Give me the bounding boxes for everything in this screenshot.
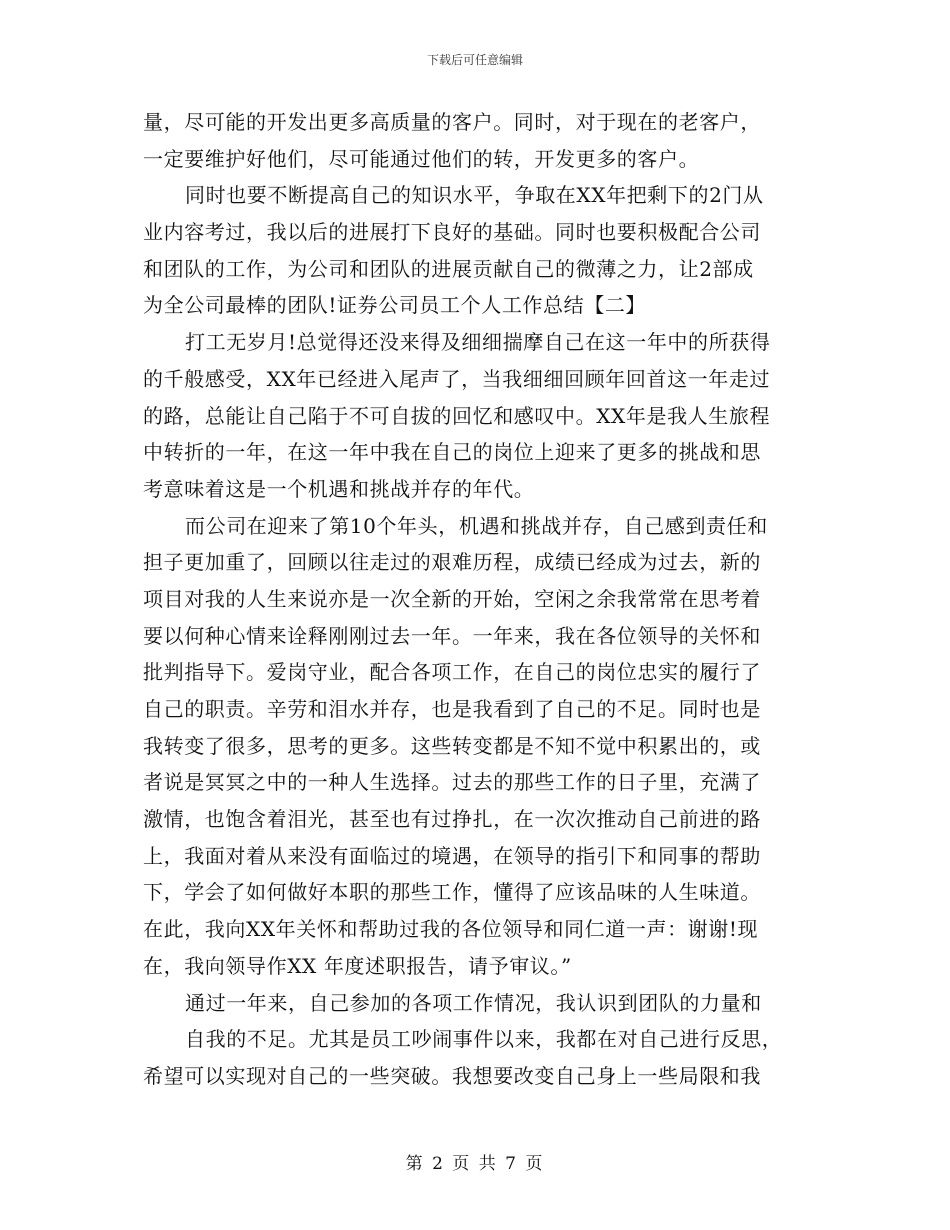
text-line: 者说是冥冥之中的一种人生选择。过去的那些工作的日子里，充满了 <box>143 770 761 795</box>
text-line: 在此，我向XX年关怀和帮助过我的各位领导和同仁道一声：谢谢!现 <box>143 917 759 942</box>
page-number: 第 2 页 共 7 页 <box>405 1154 545 1174</box>
text-line: 要以何种心情来诠释刚刚过去一年。一年来，我在各位领导的关怀和 <box>143 623 761 648</box>
page-header: 下载后可任意编辑 <box>426 53 523 67</box>
text-line: 下，学会了如何做好本职的那些工作，懂得了应该品味的人生味道。 <box>143 880 761 905</box>
text-line: 为全公司最棒的团队!证券公司员工个人工作总结【二】 <box>143 293 647 318</box>
text-line: 中转折的一年，在这一年中我在自己的岗位上迎来了更多的挑战和思 <box>143 440 761 465</box>
text-line: 而公司在迎来了第10个年头，机遇和挑战并存，自己感到责任和 <box>185 513 768 538</box>
text-line: 通过一年来，自己参加的各项工作情况，我认识到团队的力量和 <box>185 990 762 1015</box>
text-line: 批判指导下。爱岗守业，配合各项工作，在自己的岗位忠实的履行了 <box>143 660 761 685</box>
text-line: 的路，总能让自己陷于不可自拔的回忆和感叹中。XX年是我人生旅程 <box>143 403 771 428</box>
text-line: 我转变了很多，思考的更多。这些转变都是不知不觉中积累出的，或 <box>143 733 761 758</box>
text-line: 项目对我的人生来说亦是一次全新的开始，空闲之余我常常在思考着 <box>143 586 761 611</box>
text-line: 考意味着这是一个机遇和挑战并存的年代。 <box>143 476 535 501</box>
text-line: 担子更加重了，回顾以往走过的艰难历程，成绩已经成为过去，新的 <box>143 550 761 575</box>
text-line: 打工无岁月!总觉得还没来得及细细揣摩自己在这一年中的所获得 <box>185 330 771 355</box>
text-line: 一定要维护好他们，尽可能通过他们的转，开发更多的客户。 <box>143 146 700 171</box>
text-line: 量，尽可能的开发出更多高质量的客户。同时，对于现在的老客户， <box>143 110 761 134</box>
text-line: 希望可以实现对自己的一些突破。我想要改变自己身上一些局限和我 <box>143 1063 761 1088</box>
text-line: 自我的不足。尤其是员工吵闹事件以来，我都在对自己进行反思， <box>185 1027 783 1052</box>
document-body <box>143 104 813 1095</box>
text-line: 和团队的工作，为公司和团队的进展贡献自己的微薄之力，让2部成 <box>143 256 754 281</box>
text-line: 上，我面对着从来没有面临过的境遇，在领导的指引下和同事的帮助 <box>143 843 761 868</box>
text-line: 自己的职责。辛劳和泪水并存，也是我看到了自己的不足。同时也是 <box>143 697 761 721</box>
text-line: 业内容考过，我以后的进展打下良好的基础。同时也要积极配合公司 <box>143 220 761 245</box>
text-line: 同时也要不断提高自己的知识水平，争取在XX年把剩下的2门从 <box>185 183 764 208</box>
text-line: 在，我向领导作XX 年度述职报告，请予审议。” <box>143 953 572 978</box>
text-line: 激情，也饱含着泪光，甚至也有过挣扎，在一次次推动自己前进的路 <box>143 807 761 832</box>
text-line: 的千般感受，XX年已经进入尾声了，当我细细回顾年回首这一年走过 <box>143 366 771 391</box>
